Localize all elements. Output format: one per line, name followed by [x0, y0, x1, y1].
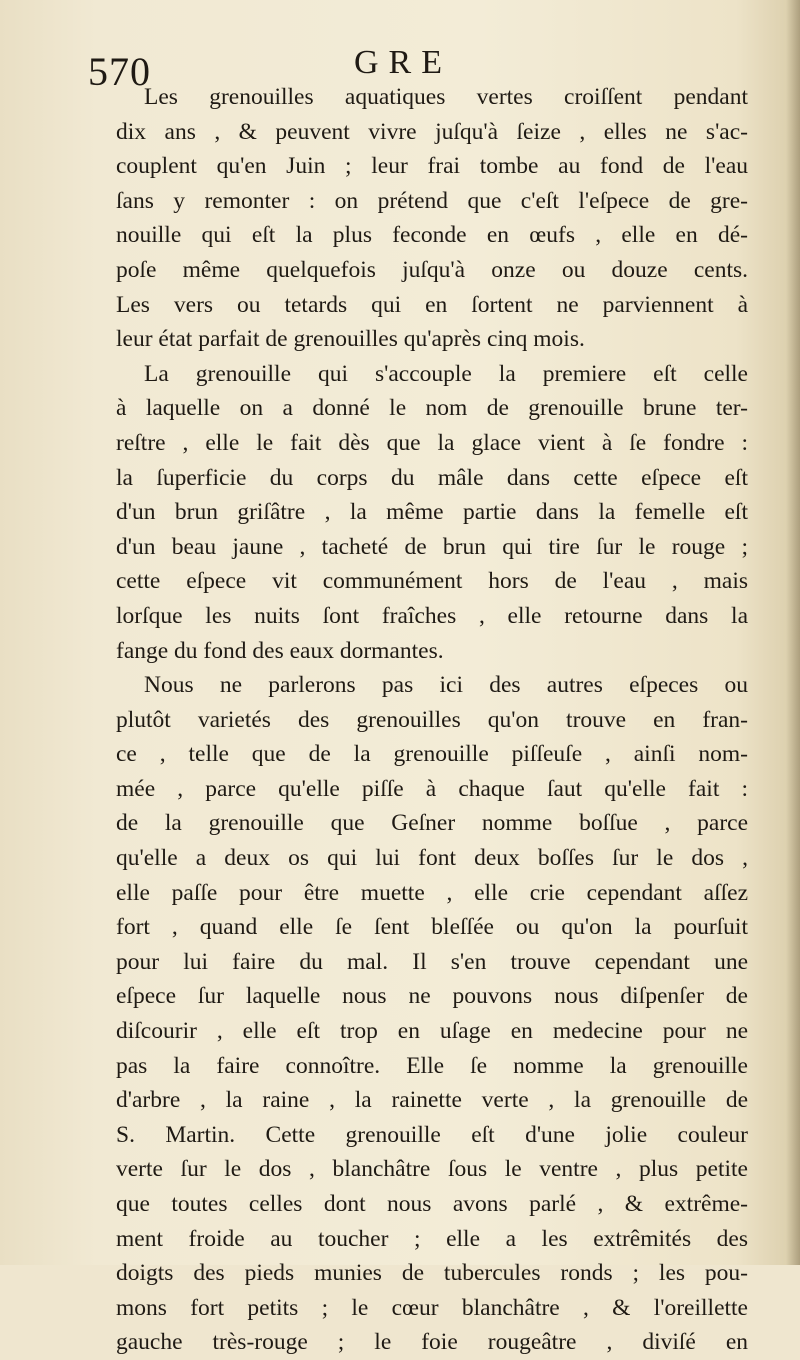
text-line: Les grenouilles aquatiques vertes croiſſent pendant	[144, 84, 748, 110]
text-line: d'arbre , la raine , la rainette verte , la grenouille de	[116, 1087, 748, 1114]
text-line: leur état parfait de grenouilles qu'après cinq mois.	[116, 326, 585, 353]
running-head: GRE	[354, 44, 452, 81]
text-line: plutôt varietés des grenouilles qu'on trouve en fran-	[116, 706, 748, 733]
text-line: ſans y remonter : on prétend que c'eſt l'eſpece de gre-	[116, 187, 748, 214]
text-line: pour lui faire du mal. Il s'en trouve cependant une	[116, 948, 748, 975]
text-line: pas la faire connoître. Elle ſe nomme la grenouille	[116, 1052, 748, 1079]
body-text	[116, 80, 748, 1360]
text-line: que toutes celles dont nous avons parlé , & extrême-	[116, 1191, 748, 1217]
text-line: mons fort petits ; le cœur blanchâtre , & l'oreillette	[116, 1294, 748, 1321]
page-number: 570	[88, 49, 151, 94]
text-line: S. Martin. Cette grenouille eſt d'une jolie couleur	[116, 1121, 748, 1148]
page-edge-shadow	[786, 0, 800, 1265]
text-line: La grenouille qui s'accouple la premiere eſt celle	[144, 360, 748, 387]
text-line: ce , telle que de la grenouille piſſeuſe , ainſi nom-	[116, 741, 748, 768]
text-line: verte ſur le dos , blanchâtre ſous le ventre , plus petite	[116, 1156, 748, 1183]
text-line: fange du fond des eaux dormantes.	[116, 637, 444, 664]
text-line: reſtre , elle le fait dès que la glace vient à ſe fondre :	[116, 429, 748, 456]
text-line: cette eſpece vit communément hors de l'eau , mais	[116, 568, 748, 595]
text-line: doigts des pieds munies de tubercules ronds ; les pou-	[116, 1260, 748, 1287]
text-line: d'un beau jaune , tacheté de brun qui tire ſur le rouge ;	[116, 533, 748, 560]
text-line: eſpece ſur laquelle nous ne pouvons nous diſpenſer de	[116, 983, 748, 1010]
text-line: ment froide au toucher ; elle a les extrêmités des	[116, 1225, 748, 1252]
text-line: elle paſſe pour être muette , elle crie cependant aſſez	[116, 879, 748, 906]
text-line: qu'elle a deux os qui lui font deux boſſes ſur le dos ,	[116, 845, 748, 872]
text-line: lorſque les nuits ſont fraîches , elle retourne dans la	[116, 602, 748, 629]
text-line: couplent qu'en Juin ; leur frai tombe au fond de l'eau	[116, 153, 748, 180]
text-line: fort , quand elle ſe ſent bleſſée ou qu'on la pourſuit	[116, 914, 748, 941]
text-line: d'un brun griſâtre , la même partie dans la femelle eſt	[116, 499, 748, 526]
text-line: mée , parce qu'elle piſſe à chaque ſaut qu'elle fait :	[116, 775, 748, 802]
text-line: gauche très-rouge ; le foie rougeâtre , diviſé en	[116, 1329, 748, 1356]
text-line: nouille qui eſt la plus feconde en œufs , elle en dé-	[116, 222, 748, 249]
text-line: poſe même quelquefois juſqu'à onze ou douze cents.	[116, 256, 748, 283]
text-line: Nous ne parlerons pas ici des autres eſpeces ou	[144, 672, 748, 699]
text-line: diſcourir , elle eſt trop en uſage en medecine pour ne	[116, 1018, 748, 1045]
text-line: à laquelle on a donné le nom de grenouille brune ter-	[116, 395, 748, 422]
text-line: la ſuperficie du corps du mâle dans cette eſpece eſt	[116, 464, 748, 491]
text-line: Les vers ou tetards qui en ſortent ne parviennent à	[116, 291, 748, 318]
text-line: dix ans , & peuvent vivre juſqu'à ſeize , elles ne s'ac-	[116, 118, 748, 145]
text-line: de la grenouille que Geſner nomme boſſue , parce	[116, 810, 748, 837]
